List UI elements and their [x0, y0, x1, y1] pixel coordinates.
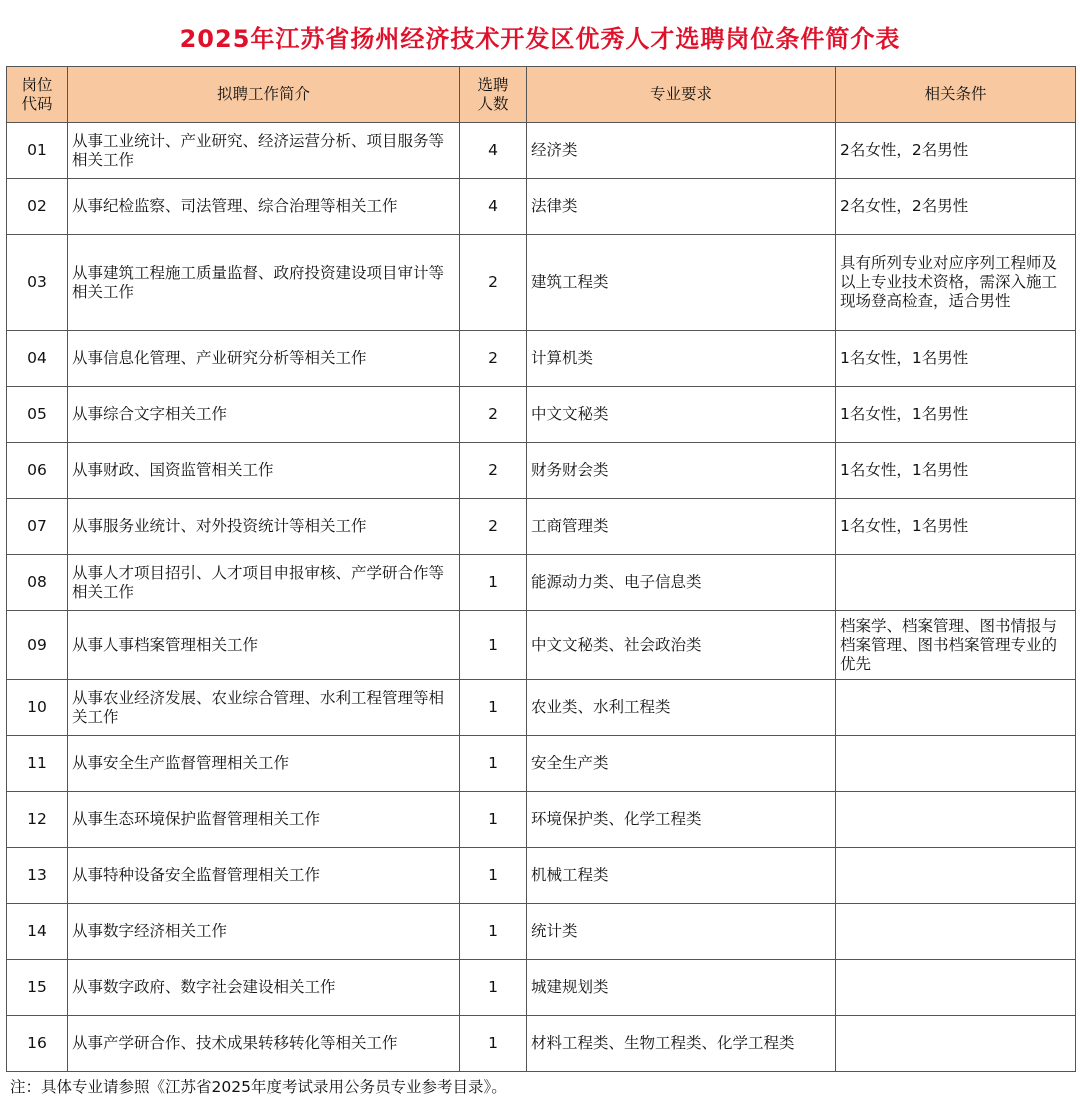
cell-conditions	[836, 1016, 1076, 1072]
page-title: 2025年江苏省扬州经济技术开发区优秀人才选聘岗位条件简介表	[179, 25, 901, 53]
cell-code: 02	[7, 179, 68, 235]
cell-major: 材料工程类、生物工程类、化学工程类	[527, 1016, 836, 1072]
cell-count: 4	[460, 179, 527, 235]
cell-intro: 从事产学研合作、技术成果转移转化等相关工作	[68, 1016, 460, 1072]
cell-conditions	[836, 960, 1076, 1016]
cell-conditions: 1名女性，1名男性	[836, 331, 1076, 387]
cell-code: 05	[7, 387, 68, 443]
cell-count: 2	[460, 443, 527, 499]
cell-count: 1	[460, 848, 527, 904]
table-row	[7, 179, 1076, 235]
table-row	[7, 443, 1076, 499]
cell-code: 01	[7, 123, 68, 179]
cell-code: 04	[7, 331, 68, 387]
cell-code: 08	[7, 555, 68, 611]
table-row	[7, 499, 1076, 555]
cell-count: 1	[460, 1016, 527, 1072]
cell-count: 1	[460, 736, 527, 792]
cell-major: 中文文秘类	[527, 387, 836, 443]
cell-major: 财务财会类	[527, 443, 836, 499]
header-count-line1: 选聘	[477, 75, 509, 94]
positions-table	[6, 66, 1076, 1072]
cell-code: 11	[7, 736, 68, 792]
cell-conditions	[836, 792, 1076, 848]
header-count-line2: 人数	[477, 94, 509, 113]
cell-major: 计算机类	[527, 331, 836, 387]
cell-count: 1	[460, 555, 527, 611]
header-conditions: 相关条件	[836, 67, 1076, 123]
cell-major: 经济类	[527, 123, 836, 179]
table-row	[7, 1016, 1076, 1072]
header-code-line2: 代码	[21, 94, 53, 113]
cell-intro: 从事数字经济相关工作	[68, 904, 460, 960]
table-row	[7, 611, 1076, 680]
cell-count: 1	[460, 680, 527, 736]
cell-intro: 从事数字政府、数字社会建设相关工作	[68, 960, 460, 1016]
cell-major: 安全生产类	[527, 736, 836, 792]
cell-code: 16	[7, 1016, 68, 1072]
cell-conditions: 档案学、档案管理、图书情报与档案管理、图书档案管理专业的优先	[836, 611, 1076, 680]
cell-code: 13	[7, 848, 68, 904]
table-row	[7, 331, 1076, 387]
cell-conditions: 2名女性，2名男性	[836, 123, 1076, 179]
table-row	[7, 123, 1076, 179]
cell-intro: 从事纪检监察、司法管理、综合治理等相关工作	[68, 179, 460, 235]
cell-intro: 从事农业经济发展、农业综合管理、水利工程管理等相关工作	[68, 680, 460, 736]
cell-count: 1	[460, 792, 527, 848]
cell-code: 12	[7, 792, 68, 848]
cell-major: 中文文秘类、社会政治类	[527, 611, 836, 680]
cell-intro: 从事财政、国资监管相关工作	[68, 443, 460, 499]
cell-intro: 从事特种设备安全监督管理相关工作	[68, 848, 460, 904]
cell-intro: 从事生态环境保护监督管理相关工作	[68, 792, 460, 848]
cell-code: 07	[7, 499, 68, 555]
cell-conditions	[836, 736, 1076, 792]
cell-count: 2	[460, 387, 527, 443]
cell-count: 2	[460, 331, 527, 387]
cell-conditions	[836, 555, 1076, 611]
table-row	[7, 680, 1076, 736]
cell-conditions	[836, 680, 1076, 736]
cell-conditions: 1名女性，1名男性	[836, 499, 1076, 555]
cell-code: 06	[7, 443, 68, 499]
cell-code: 03	[7, 235, 68, 331]
cell-intro: 从事信息化管理、产业研究分析等相关工作	[68, 331, 460, 387]
header-row	[7, 67, 1076, 123]
cell-conditions	[836, 848, 1076, 904]
cell-conditions: 具有所列专业对应序列工程师及以上专业技术资格，需深入施工现场登高检查，适合男性	[836, 235, 1076, 331]
cell-code: 10	[7, 680, 68, 736]
table-row	[7, 960, 1076, 1016]
header-code	[7, 67, 68, 123]
cell-code: 09	[7, 611, 68, 680]
cell-conditions: 1名女性，1名男性	[836, 443, 1076, 499]
header-code-line1: 岗位	[21, 75, 53, 94]
table-row	[7, 736, 1076, 792]
footnote: 注：具体专业请参照《江苏省2025年度考试录用公务员专业参考目录》。	[10, 1078, 507, 1096]
cell-major: 环境保护类、化学工程类	[527, 792, 836, 848]
cell-intro: 从事建筑工程施工质量监督、政府投资建设项目审计等相关工作	[68, 235, 460, 331]
cell-major: 法律类	[527, 179, 836, 235]
cell-major: 机械工程类	[527, 848, 836, 904]
cell-conditions: 1名女性，1名男性	[836, 387, 1076, 443]
cell-count: 2	[460, 235, 527, 331]
cell-conditions: 2名女性，2名男性	[836, 179, 1076, 235]
cell-major: 农业类、水利工程类	[527, 680, 836, 736]
table-row	[7, 387, 1076, 443]
cell-intro: 从事人事档案管理相关工作	[68, 611, 460, 680]
cell-code: 14	[7, 904, 68, 960]
cell-conditions	[836, 904, 1076, 960]
cell-intro: 从事工业统计、产业研究、经济运营分析、项目服务等相关工作	[68, 123, 460, 179]
cell-major: 统计类	[527, 904, 836, 960]
cell-count: 1	[460, 960, 527, 1016]
table-row	[7, 555, 1076, 611]
cell-count: 1	[460, 611, 527, 680]
cell-intro: 从事综合文字相关工作	[68, 387, 460, 443]
cell-intro: 从事安全生产监督管理相关工作	[68, 736, 460, 792]
table-row	[7, 792, 1076, 848]
table-row	[7, 848, 1076, 904]
cell-count: 4	[460, 123, 527, 179]
header-intro: 拟聘工作简介	[68, 67, 460, 123]
header-count	[460, 67, 527, 123]
cell-intro: 从事人才项目招引、人才项目申报审核、产学研合作等相关工作	[68, 555, 460, 611]
header-major: 专业要求	[527, 67, 836, 123]
cell-intro: 从事服务业统计、对外投资统计等相关工作	[68, 499, 460, 555]
cell-count: 1	[460, 904, 527, 960]
cell-major: 建筑工程类	[527, 235, 836, 331]
table-row	[7, 235, 1076, 331]
cell-major: 工商管理类	[527, 499, 836, 555]
table-row	[7, 904, 1076, 960]
cell-major: 能源动力类、电子信息类	[527, 555, 836, 611]
cell-major: 城建规划类	[527, 960, 836, 1016]
title-box	[6, 8, 1074, 65]
cell-code: 15	[7, 960, 68, 1016]
cell-count: 2	[460, 499, 527, 555]
